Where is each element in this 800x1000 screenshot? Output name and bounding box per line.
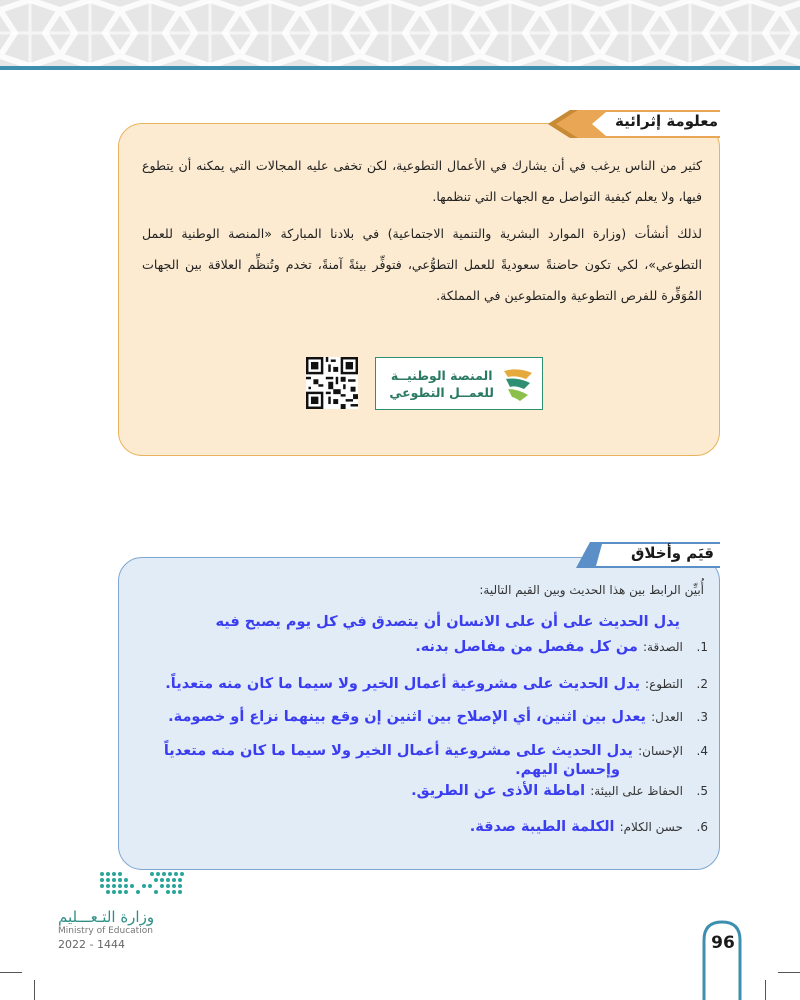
page-number-tab [702,918,742,1000]
value-item-4 [148,740,708,761]
item-number: 5. [696,784,708,798]
qr-code[interactable] [306,357,358,409]
page-number: 96 [711,933,735,953]
volunteer-logo-icon [500,365,536,403]
item-number: 4. [696,744,708,758]
values-tab [576,540,722,570]
value-item-5 [148,780,708,801]
crop-mark [765,980,766,1000]
value-item-6 [148,816,708,837]
header-divider [0,66,800,70]
value-item-1 [148,636,708,657]
crop-mark [0,972,22,973]
item-answer: من كل مفصل من مفاصل بدنه. [415,639,638,655]
ministry-name-ar: وزارة التـعـــليم [58,908,155,926]
item-answer: يعدل بين اثنين، أي الإصلاح بين اثنين إن وقع بينهما نزاع أو خصومة. [168,709,646,725]
info-paragraph: كثير من الناس يرغب في أن يشارك في الأعمال التطوعية، لكن تخفى عليه المجالات التي يمكنه أن يتطوع فيها، ولا يعلم كيفية التواصل مع الجهات التي تنظمها. [142,158,702,204]
answer-4-line-2: وإحسان اليهم. [515,762,620,778]
value-item-3 [148,706,708,727]
ministry-logo [58,868,198,958]
crop-mark [778,972,800,973]
item-label: الصدقة: [642,640,683,654]
item-label: حسن الكلام: [619,820,683,834]
ministry-dots-icon [96,868,192,898]
info-text [142,150,702,317]
info-title: معلومة إثرائية [615,112,718,130]
item-number: 3. [696,710,708,724]
item-answer: يدل الحديث على مشروعية أعمال الخير ولا سيما ما كان منه متعدياً [163,743,633,759]
values-intro: أُبيِّن الرابط بين هذا الحديث وبين القيم التالية: [479,583,704,597]
ministry-year: 2022 - 1444 [58,938,125,951]
header-pattern [0,0,800,66]
item-label: الإحسان: [638,744,683,758]
item-number: 2. [696,677,708,691]
logo-line-1: المنصة الوطنيــة [390,368,493,383]
values-title: قيَم وأخلاق [630,544,714,562]
logo-line-2: للعمــل التطوعي [389,385,494,400]
item-answer: اماطة الأذى عن الطريق. [411,783,586,799]
info-paragraph: لذلك أنشأت (وزارة الموارد البشرية والتنمية الاجتماعية) في بلادنا المباركة «المنصة الوطنية للعمل التطوعي»، لكي تكون حاضنةً سعوديةً للعمل التطوُّعي، فتوفِّر بيئةً آمنةً، تخدم وتُنظِّم العلاقة بين الجهات المُوَفِّرة للفرص التطوعية والمتطوعين في المملكة. [142,226,702,303]
answer-1-line-1: يدل الحديث على أن على الانسان أن يتصدق في كل يوم يصبح فيه [215,614,680,630]
ministry-name-en: Ministry of Education [58,926,153,936]
item-label: الحفاظ على البيئة: [590,784,683,798]
info-tab [548,108,722,140]
item-number: 1. [696,640,708,654]
volunteer-platform-logo [375,357,543,410]
item-answer: يدل الحديث على مشروعية أعمال الخير ولا سيما ما كان منه متعدياً. [165,676,640,692]
value-item-2 [148,673,708,694]
item-number: 6. [696,820,708,834]
item-answer: الكلمة الطيبة صدقة. [469,819,615,835]
item-label: العدل: [651,710,683,724]
crop-mark [34,980,35,1000]
item-label: التطوع: [645,677,683,691]
